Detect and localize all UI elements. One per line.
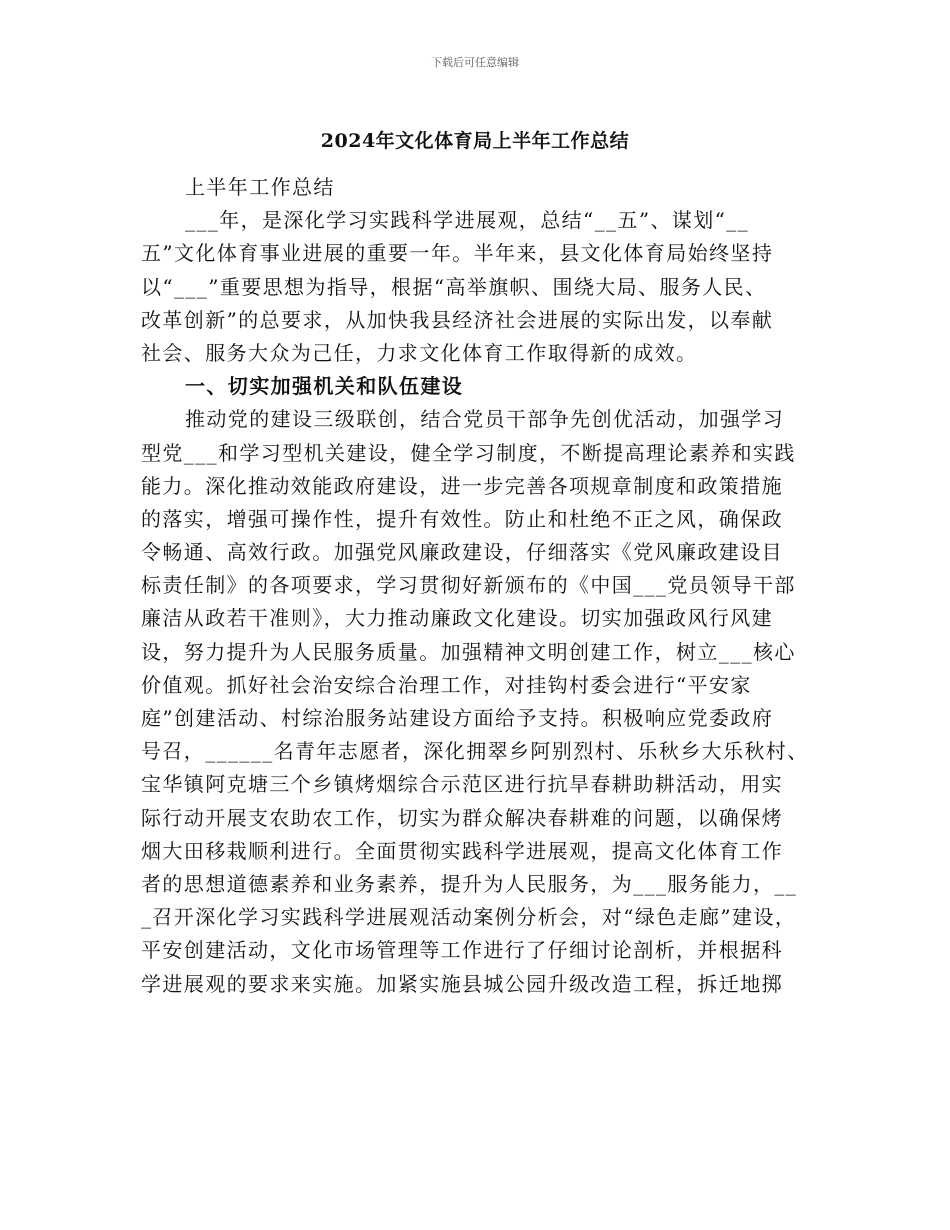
paragraph-line: 学进展观的要求来实施。加紧实施县城公园升级改造工程，拆迁地掷 xyxy=(141,971,783,996)
paragraph-line: 宝华镇阿克塘三个乡镇烤烟综合示范区进行抗旱春耕助耕活动，用实 xyxy=(141,772,783,797)
paragraph-line: 的落实，增强可操作性，提升有效性。防止和杜绝不正之风，确保政 xyxy=(141,506,783,531)
paragraph-line: _召开深化学习实践科学进展观活动案例分析会，对“绿色走廊”建设， xyxy=(141,905,797,930)
paragraph-line: 标责任制》的各项要求，学习贯彻好新颁布的《中国___党员领导干部 xyxy=(141,573,796,598)
paragraph-line: 价值观。抓好社会治安综合治理工作，对挂钩村委会进行“平安家 xyxy=(141,672,752,697)
paragraph-line: 型党___和学习型机关建设，健全学习制度，不断提高理论素养和实践 xyxy=(141,440,796,465)
paragraph-line: 以“___”重要思想为指导，根据“高举旗帜、围绕大局、服务人民、 xyxy=(141,274,767,299)
paragraph-line: 号召，______名青年志愿者，深化拥翠乡阿别烈村、乐秋乡大乐秋村、 xyxy=(141,739,809,764)
paragraph-line: 庭”创建活动、村综治服务站建设方面给予支持。积极响应党委政府 xyxy=(141,706,774,730)
document-body xyxy=(141,171,819,1001)
paragraph-intro xyxy=(141,204,819,370)
header-note: 下载后可任意编辑 xyxy=(431,56,519,69)
paragraph-line: 令畅通、高效行政。加强党风廉政建设，仔细落实《党风廉政建设目 xyxy=(141,540,783,565)
section-heading: 一、切实加强机关和队伍建设 xyxy=(185,374,464,399)
paragraph-line: 改革创新”的总要求，从加快我县经济社会进展的实际出发，以奉献 xyxy=(141,307,774,332)
paragraph-line: 廉洁从政若干准则》，大力推动廉政文化建设。切实加强政风行风建 xyxy=(141,606,773,631)
paragraph-line: 五”文化体育事业进展的重要一年。半年来，县文化体育局始终坚持 xyxy=(141,241,774,266)
paragraph-line: 设，努力提升为人民服务质量。加强精神文明创建工作，树立___核心 xyxy=(141,639,796,664)
paragraph-line: 际行动开展支农助农工作，切实为群众解决春耕难的问题，以确保烤 xyxy=(141,805,783,830)
paragraph-line: 推动党的建设三级联创，结合党员干部争先创优活动，加强学习 xyxy=(185,407,785,432)
paragraph-section1 xyxy=(141,403,819,1000)
paragraph-line: ___年，是深化学习实践科学进展观，总结“__五”、谋划“__ xyxy=(185,208,750,233)
paragraph-line: 能力。深化推动效能政府建设，进一步完善各项规章制度和政策措施 xyxy=(141,473,783,498)
paragraph-line: 平安创建活动，文化市场管理等工作进行了仔细讨论剖析，并根据科 xyxy=(141,938,783,963)
paragraph-line: 烟大田移栽顺利进行。全面贯彻实践科学进展观，提高文化体育工作 xyxy=(141,838,783,863)
paragraph-line: 者的思想道德素养和业务素养，提升为人民服务，为___服务能力，__ xyxy=(141,871,798,896)
subtitle: 上半年工作总结 xyxy=(185,175,335,199)
document-title: 2024年文化体育局上半年工作总结 xyxy=(320,130,630,152)
paragraph-line: 社会、服务大众为己任，力求文化体育工作取得新的成效。 xyxy=(141,340,698,365)
